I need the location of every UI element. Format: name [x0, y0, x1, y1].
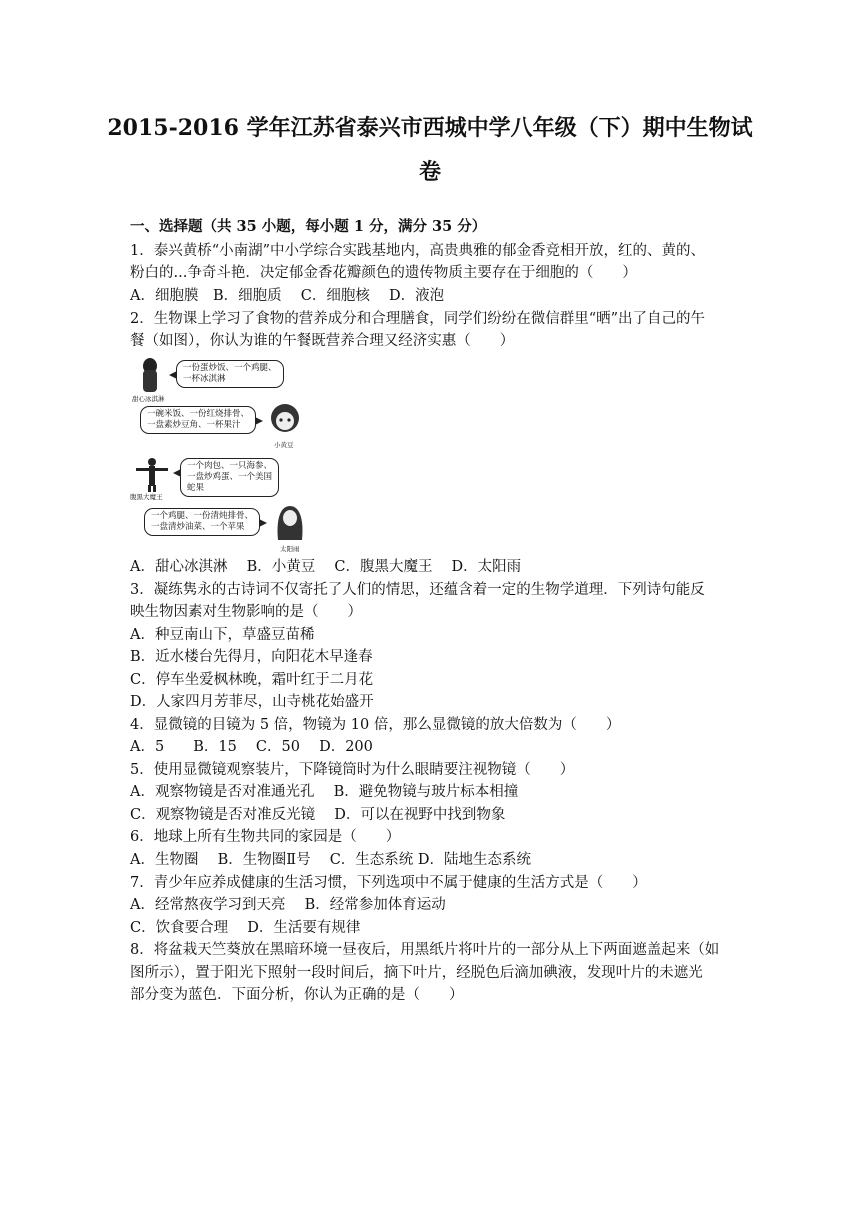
question-line: 餐（如图），你认为谁的午餐既营养合理又经济实惠（ ）	[130, 333, 515, 349]
speech-bubble	[144, 508, 260, 536]
question-line: 图所示），置于阳光下照射一段时间后，摘下叶片，经脱色后滴加碘液，发现叶片的未遮光	[130, 965, 703, 981]
question-line: D．人家四月芳菲尽，山寺桃花始盛开	[130, 694, 374, 710]
bubble-line: 蛇果	[187, 483, 205, 493]
question-line: C．观察物镜是否对准反光镜 D．可以在视野中找到物象	[130, 807, 506, 823]
person-name: 腹黑大魔王	[130, 493, 163, 501]
person-name: 甜心冰淇淋	[132, 395, 165, 403]
exam-title-line1: 2015-2016 学年江苏省泰兴市西城中学八年级（下）期中生物试	[107, 115, 753, 141]
person-name: 太阳雨	[280, 545, 300, 553]
person-avatar-icon	[272, 502, 308, 542]
speech-bubble	[176, 360, 284, 388]
question-line: 粉白的...争奇斗艳．决定郁金香花瓣颜色的遗传物质主要存在于细胞的（ ）	[130, 265, 637, 281]
question-line: A．甜心冰淇淋 B．小黄豆 C．腹黑大魔王 D．太阳雨	[130, 559, 522, 575]
bubble-line: 一盘炒鸡蛋、一个美国	[187, 472, 273, 482]
person-avatar-icon	[268, 402, 302, 438]
question-line: 6．地球上所有生物共同的家园是（ ）	[130, 829, 401, 845]
bubble-line: 一盘清炒油菜、一个苹果	[151, 522, 245, 532]
question-line: A．观察物镜是否对准通光孔 B．避免物镜与玻片标本相撞	[130, 784, 519, 800]
bubble-line: 一盘素炒豆角、一杯果汁	[147, 420, 241, 430]
question-line: 8．将盆栽天竺葵放在黑暗环境一昼夜后，用黑纸片将叶片的一部分从上下两面遮盖起来（如	[130, 942, 720, 958]
question-line: 7．青少年应养成健康的生活习惯，下列选项中不属于健康的生活方式是（ ）	[130, 875, 647, 891]
person-avatar-icon	[134, 456, 170, 492]
question-line: A．细胞膜 B．细胞质 C．细胞核 D．液泡	[130, 288, 445, 304]
question-line: 映生物因素对生物影响的是（ ）	[130, 604, 362, 620]
question-line: C．停车坐爱枫林晚，霜叶红于二月花	[130, 672, 374, 688]
person-avatar-icon	[132, 356, 168, 394]
bubble-line: 一个肉包、一只海参、	[187, 461, 273, 471]
person-name: 小黄豆	[274, 441, 294, 449]
question-line: 4．显微镜的目镜为 5 倍，物镜为 10 倍，那么显微镜的放大倍数为（ ）	[130, 717, 621, 733]
question-line: A．5 B．15 C．50 D．200	[130, 739, 373, 755]
question-line: 1．泰兴黄桥“小南湖”中小学综合实践基地内，高贵典雅的郁金香竞相开放，红的、黄的、	[130, 243, 706, 259]
section-heading: 一、选择题（共 35 小题，每小题 1 分，满分 35 分）	[130, 218, 487, 235]
speech-bubble	[140, 406, 256, 434]
question-line: 部分变为蓝色．下面分析，你认为正确的是（ ）	[130, 987, 464, 1003]
lunch-figure	[130, 356, 310, 556]
exam-title-line2: 卷	[418, 159, 441, 185]
speech-bubble	[180, 458, 279, 497]
bubble-line: 一杯冰淇淋	[183, 374, 226, 384]
bubble-line: 一碗米饭、一份红烧排骨、	[147, 409, 250, 419]
bubble-line: 一个鸡腿、一份清炖排骨、	[151, 511, 254, 521]
question-line: 5．使用显微镜观察装片，下降镜筒时为什么眼睛要注视物镜（ ）	[130, 762, 575, 778]
question-line: C．饮食要合理 D．生活要有规律	[130, 920, 361, 936]
question-line: A．经常熬夜学习到天亮 B．经常参加体育运动	[130, 897, 446, 913]
bubble-line: 一份蛋炒饭、一个鸡腿、	[183, 363, 277, 373]
question-line: 2．生物课上学习了食物的营养成分和合理膳食，同学们纷纷在微信群里“晒”出了自己的午	[130, 311, 706, 327]
question-line: A．种豆南山下，草盛豆苗稀	[130, 627, 315, 643]
question-line: B．近水楼台先得月，向阳花木早逢春	[130, 649, 373, 665]
question-line: A．生物圈 B．生物圈Ⅱ号 C．生态系统 D．陆地生态系统	[130, 852, 532, 868]
question-line: 3．凝练隽永的古诗词不仅寄托了人们的情思，还蕴含着一定的生物学道理．下列诗句能反	[130, 582, 705, 598]
